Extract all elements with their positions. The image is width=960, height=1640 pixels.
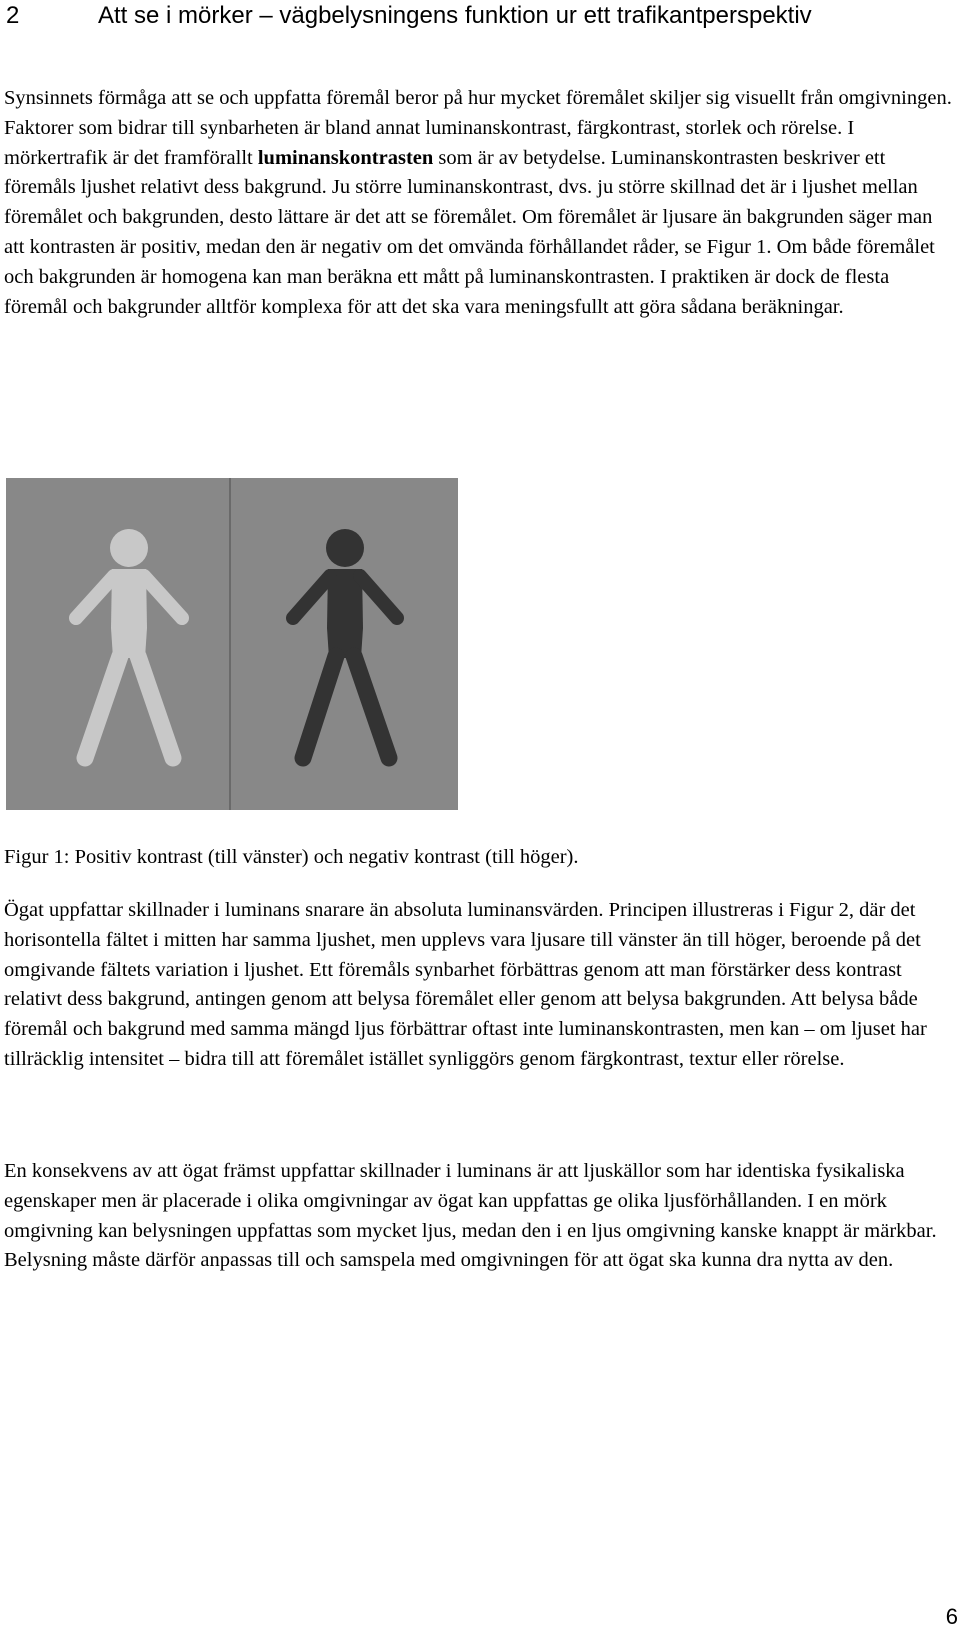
- page-number: 6: [945, 1604, 958, 1629]
- paragraph-1-bold-term: luminanskontrasten: [257, 146, 434, 169]
- section-number: 2: [6, 2, 20, 29]
- paragraph-1-text-a: Synsinnets förmåga att se och uppfatta föremål beror på hur mycket föremålet skiljer sig visuellt från omgivningen. Faktorer som bidrar till synbarheten är bland annat luminanskontrast, färgkontrast, storlek och rörelse. I mörkertrafik är det framförallt: [4, 87, 952, 169]
- paragraph-2: Ögat uppfattar skillnader i luminans snarare än absoluta luminansvärden. Principen illustreras i Figur 2, där det horisontella fältet i mitten har samma ljushet, men upplevs vara ljusare till vänster än till höger, beroende på det omgivande fältets variation i ljushet. Ett föremåls synbarhet förbättras genom att man förstärker dess kontrast relativt dess bakgrund, antingen genom att belysa föremålet eller genom att belysa bakgrunden. Att belysa både föremål och bakgrund med samma mängd ljus förbättrar oftast inte luminanskontrasten, men kan – om ljuset har tillräcklig intensitet – bidra till att föremålet istället synliggörs genom färgkontrast, textur eller rörelse.: [4, 899, 927, 1070]
- figure-caption: Figur 1: Positiv kontrast (till vänster) och negativ kontrast (till höger).: [4, 846, 579, 868]
- paragraph-1: [4, 84, 954, 322]
- paragraph-3: En konsekvens av att ögat främst uppfattar skillnader i luminans är att ljuskällor som har identiska fysikaliska egenskaper men är placerade i olika omgivningar av ögat kan uppfattas ge olika ljusförhållanden. I en mörk omgivning kan belysningen uppfattas som mycket ljus, medan den i en ljus omgivning kanske knappt är märkbar. Belysning måste därför anpassas till och samspela med omgivningen för att ögat ska kunna dra nytta av den.: [4, 1160, 937, 1272]
- paragraph-1-text-b: som är av betydelse. Luminanskontrasten beskriver ett föremåls ljushet relativt dess bakgrund. Ju större luminanskontrast, dvs. ju större skillnad det är i ljushet mellan föremålet och bakgrunden, desto lättare är det att se föremålet. Om föremålet är ljusare än bakgrunden säger man att kontrasten är positiv, medan den är negativ om det omvända förhållandet råder, se Figur 1. Om både föremålet och bakgrunden är homogena kan man beräkna ett mått på luminanskontrasten. I praktiken är dock de flesta föremål och bakgrunder alltför komplexa för att det ska vara meningsfullt att göra sådana beräkningar.: [4, 146, 935, 318]
- section-title: Att se i mörker – vägbelysningens funktion ur ett trafikantperspektiv: [98, 2, 812, 29]
- section-heading: [6, 0, 946, 31]
- figure-contrast-illustration: [6, 478, 458, 810]
